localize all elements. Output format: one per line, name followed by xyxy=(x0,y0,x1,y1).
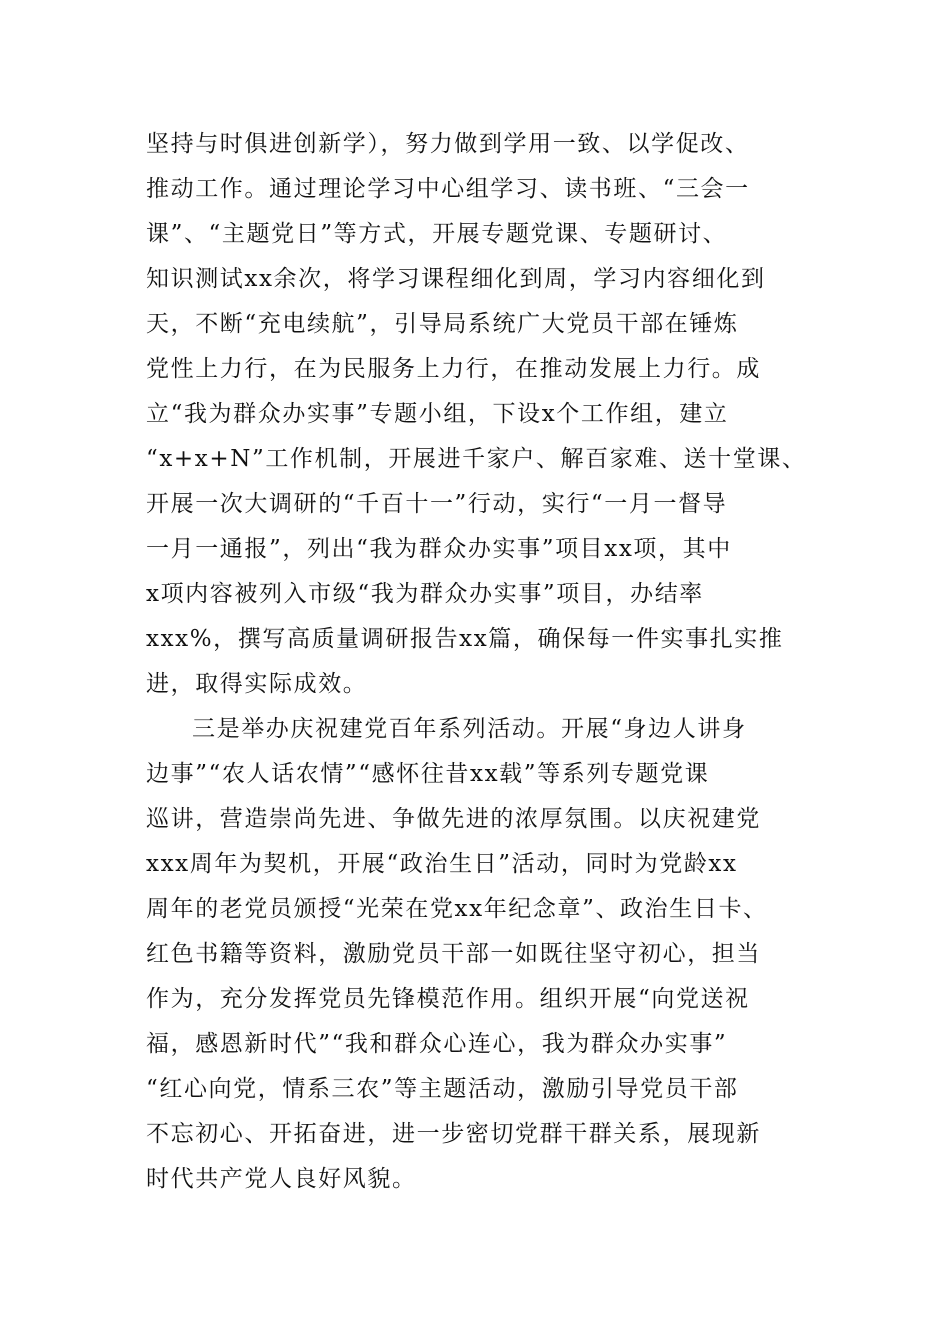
document-body xyxy=(146,122,826,1202)
text-line: 开展一次大调研的“千百十一”行动，实行“一月一督导 xyxy=(146,491,728,517)
text-line: 一月一通报”，列出“我为群众办实事”项目xx项，其中 xyxy=(146,536,732,562)
text-line: 福，感恩新时代”“我和群众心连心，我为群众办实事” xyxy=(146,1031,728,1057)
text-line: “x+x+N”工作机制，开展进千家户、解百家难、送十堂课、 xyxy=(146,446,807,472)
text-line: 知识测试xx余次，将学习课程细化到周，学习内容细化到 xyxy=(146,266,766,292)
text-line: 党性上力行，在为民服务上力行，在推动发展上力行。成 xyxy=(146,356,761,382)
text-line: 推动工作。通过理论学习中心组学习、读书班、“三会一 xyxy=(146,176,750,202)
text-line: 立“我为群众办实事”专题小组，下设x个工作组，建立 xyxy=(146,401,729,427)
text-line: 红色书籍等资料，激励党员干部一如既往坚守初心，担当 xyxy=(146,941,761,967)
text-line: 巡讲，营造崇尚先进、争做先进的浓厚氛围。以庆祝建党 xyxy=(146,806,761,832)
text-line: 天，不断“充电续航”，引导局系统广大党员干部在锤炼 xyxy=(146,311,739,337)
text-line: 时代共产党人良好风貌。 xyxy=(146,1166,417,1192)
text-line: 边事”“农人话农情”“感怀往昔xx载”等系列专题党课 xyxy=(146,761,710,787)
text-line: xxx周年为契机，开展“政治生日”活动，同时为党龄xx xyxy=(146,851,738,877)
paragraph-2 xyxy=(146,707,826,1202)
text-line: 周年的老党员颁授“光荣在党xx年纪念章”、政治生日卡、 xyxy=(146,896,768,922)
text-line: x项内容被列入市级“我为群众办实事”项目，办结率 xyxy=(146,581,704,607)
text-line: 进，取得实际成效。 xyxy=(146,671,368,697)
text-line: xxx%，撰写高质量调研报告xx篇，确保每一件实事扎实推 xyxy=(146,626,784,652)
text-line: 三是举办庆祝建党百年系列活动。开展“身边人讲身 xyxy=(192,716,747,742)
text-line: 作为，充分发挥党员先锋模范作用。组织开展“向党送祝 xyxy=(146,986,750,1012)
text-line: 坚持与时俱进创新学），努力做到学用一致、以学促改、 xyxy=(146,131,750,157)
text-line: 不忘初心、开拓奋进，进一步密切党群干群关系，展现新 xyxy=(146,1121,761,1147)
text-line: 课”、“主题党日”等方式，开展专题党课、专题研讨、 xyxy=(146,221,728,247)
text-line: “红心向党，情系三农”等主题活动，激励引导党员干部 xyxy=(146,1076,739,1102)
paragraph-1 xyxy=(146,122,826,707)
